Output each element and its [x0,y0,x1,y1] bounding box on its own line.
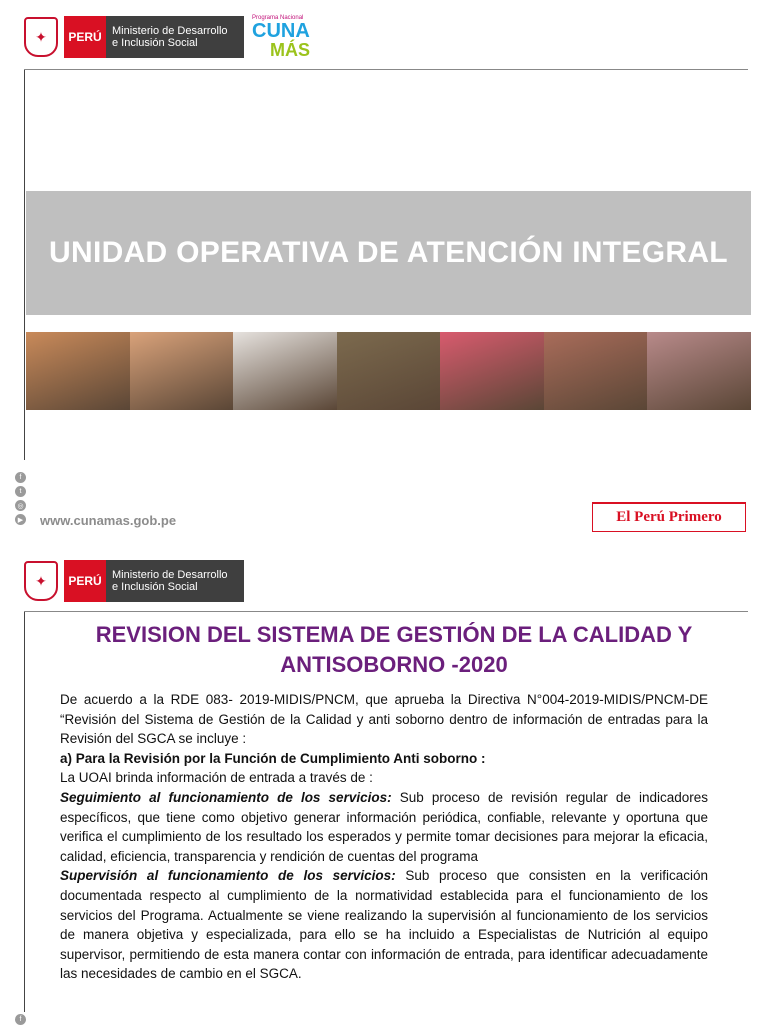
ministry-label [106,16,244,58]
document-body [60,690,708,984]
uoai-line: La UOAI brinda información de entrada a través de : [60,770,373,786]
ministry-line2: e Inclusión Social [112,37,198,49]
website-link[interactable]: www.cunamas.gob.pe [40,513,177,528]
photo-mothers-children [544,332,648,410]
item-seguimiento [60,788,708,866]
item1-label: Seguimiento al funcionamiento de los servicios: [60,789,392,805]
photo-caregiver-child [647,332,751,410]
peru-coat-of-arms-icon: ✦ [24,17,58,57]
social-icons [15,472,26,525]
mas-word: MÁS [270,40,310,60]
item2-label: Supervisión al funcionamiento de los servicios: [60,868,396,884]
document-title: REVISION DEL SISTEMA DE GESTIÓN DE LA CALIDAD Y ANTISOBORNO -2020 [95,622,693,677]
intro-paragraph: De acuerdo a la RDE 083- 2019-MIDIS/PNCM, que aprueba la Directiva N°004-2019-MIDIS/PNCM-DE “Revisión del Sistema de Gestión de la Calidad y anti soborno dentro de información de entradas para la Revisión del SGCA se incluye : [60,692,708,747]
photo-caregiver-reading [337,332,441,410]
cuna-word: CUNA [252,20,310,42]
instagram-icon[interactable]: ◎ [15,500,26,511]
banner-title: UNIDAD OPERATIVA DE ATENCIÓN INTEGRAL [49,236,728,269]
ministry-line1: Ministerio de Desarrollo [112,569,228,581]
facebook-icon[interactable]: f [15,472,26,483]
youtube-icon[interactable]: ▶ [15,514,26,525]
slide2-header [24,558,244,604]
slide1-header [24,14,310,60]
photo-children-group [130,332,234,410]
ministry-line1: Ministerio de Desarrollo [112,25,228,37]
left-border-line [24,70,25,460]
item2-text: Sub proceso que consisten en la verificación documentada respecto al cumplimiento de la normatividad establecida para el funcionamiento de los servicios del Programa. Actualmente se viene realizando la supervisión al funcionamiento de los servicios de manera objetiva y especializada, para ello se ha incluido a Especialistas de Nutrición al equipo supervisor, permitiendo de esta manera contar con información de entrada, para identificar adecuadamente las necesidades de cambio en el SGCA. [60,868,708,982]
item-supervision [60,866,708,984]
photo-children-classroom [440,332,544,410]
slide2-left-border-line [24,612,25,1012]
cuna-mas-logo [252,15,310,59]
twitter-icon[interactable]: t [15,486,26,497]
facebook-icon[interactable]: f [15,1014,26,1025]
title-banner [26,191,751,315]
peru-coat-of-arms-icon: ✦ [24,561,58,601]
photo-center-building [233,332,337,410]
header-divider [24,69,748,70]
item1-text: Sub proceso de revisión regular de indicadores específicos, que tiene como objetivo generar información periódica, confiable, relevante y oportuna que verifica el cumplimiento de los resultado los esperados y permite tomar decisiones para mejorar la eficacia, calidad, eficiencia, transparencia y rendición de cuentas del programa [60,789,708,864]
subheading: a) Para la Revisión por la Función de Cumplimiento Anti soborno : [60,750,486,766]
photo-strip [26,332,751,410]
photo-children-playing [26,332,130,410]
peru-label: PERÚ [64,16,106,58]
ministry-line2: e Inclusión Social [112,581,198,593]
slide2-header-divider [24,611,748,612]
peru-primero-logo: El Perú Primero [592,502,746,532]
ministry-label [106,560,244,602]
peru-label: PERÚ [64,560,106,602]
program-small-label: Programa Nacional [252,15,304,21]
slide2-social-icons [15,1014,26,1025]
